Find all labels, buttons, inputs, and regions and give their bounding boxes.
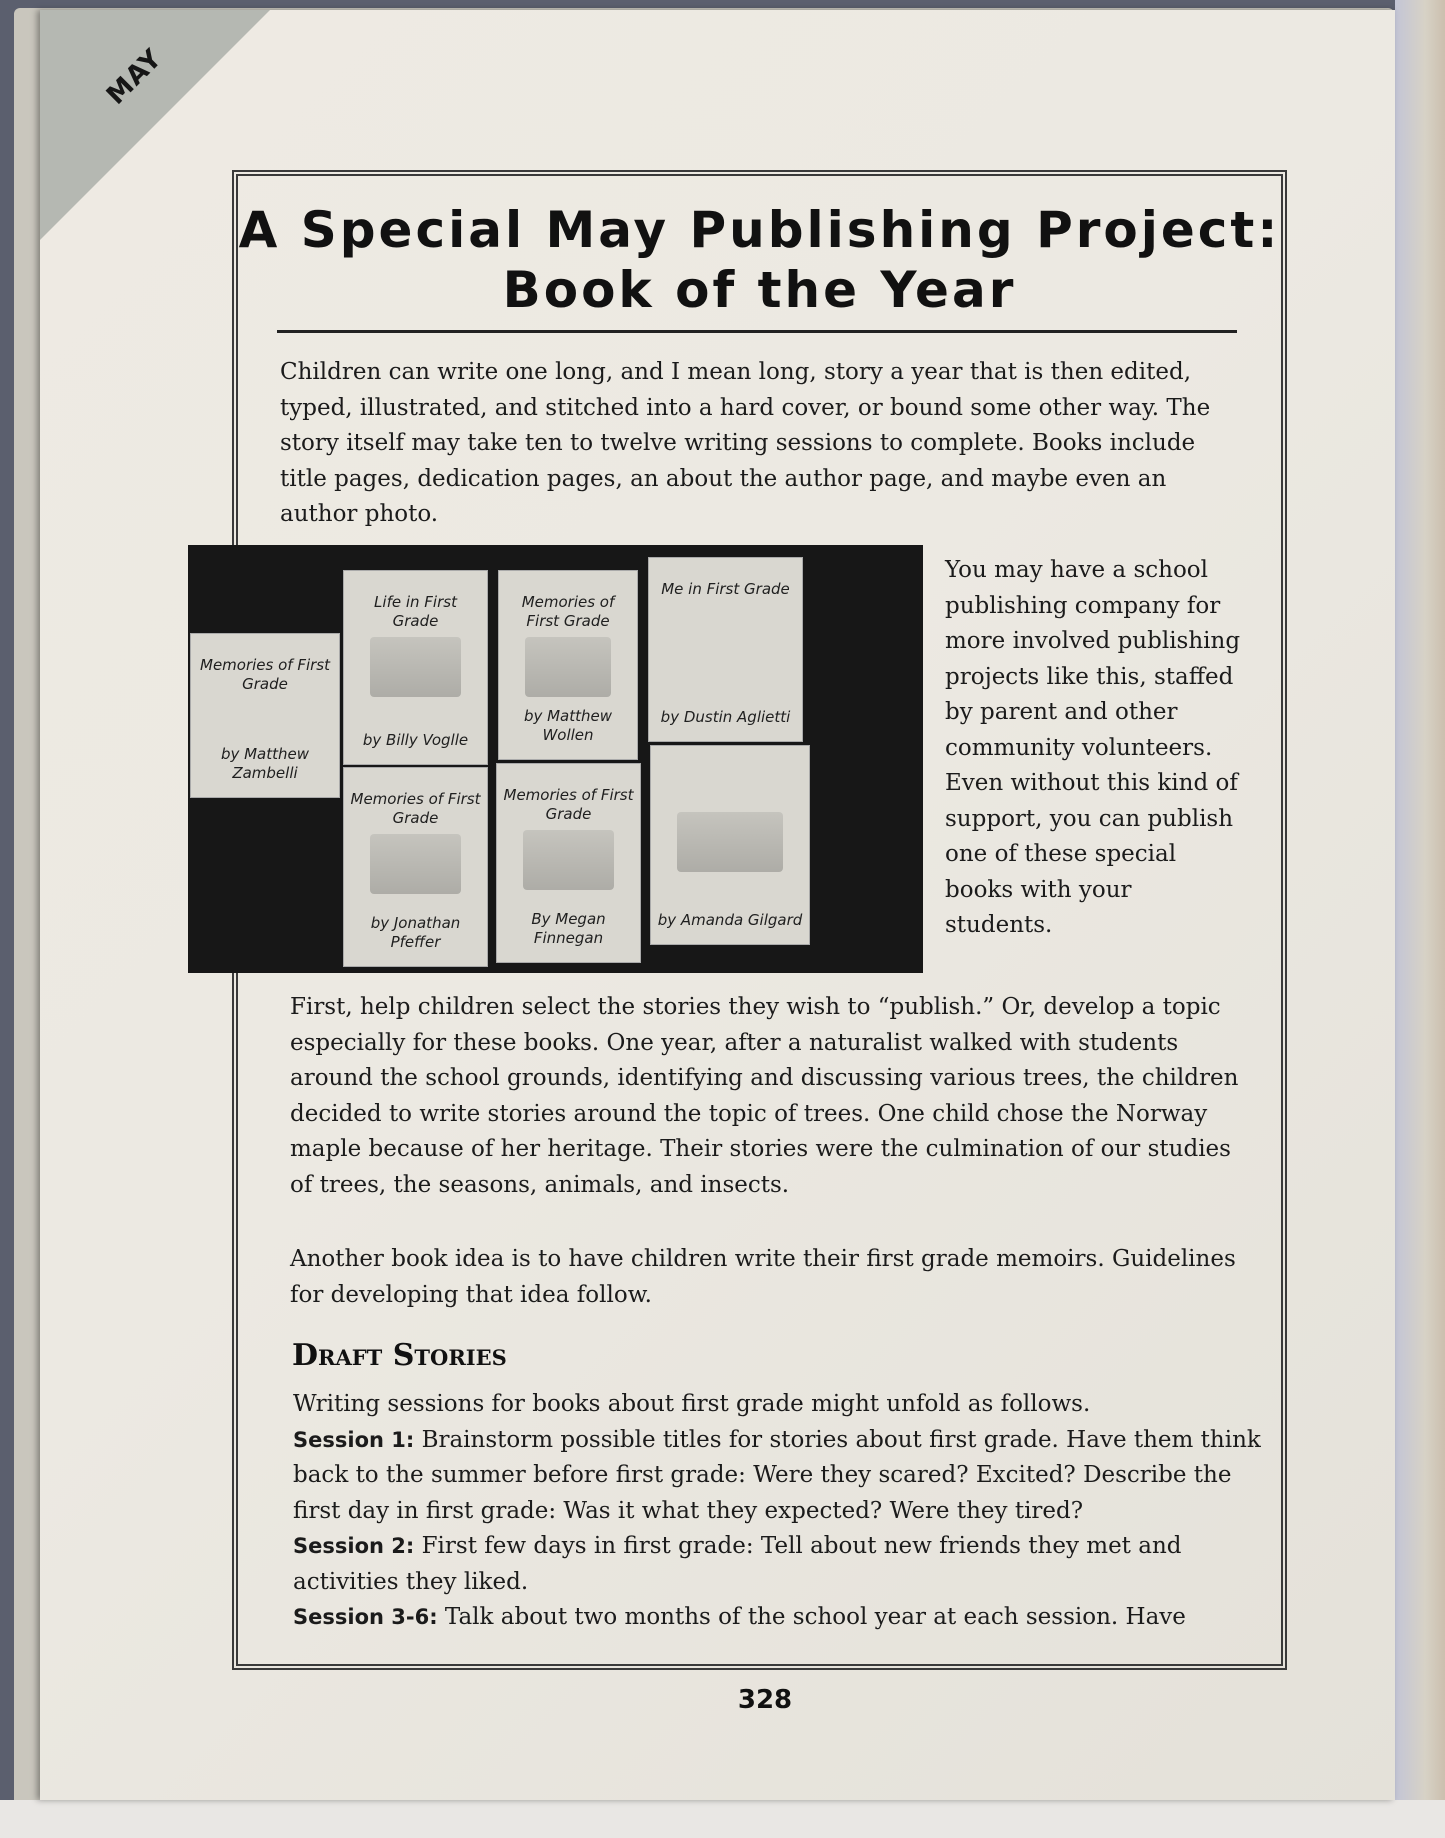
drawing-sketch [525, 637, 611, 697]
intro-paragraph: Children can write one long, and I mean long, story a year that is then edited, typed, illustrated, and stitched into a hard cover, or bound some other way. The story itself may take ten to twelve writing sessions to complete. Books include title pages, dedication pages, an about the author page, and maybe even an author photo. [280, 359, 1211, 527]
session-item-1 [293, 1423, 1263, 1530]
title-line-2: Book of the Year [502, 261, 1017, 319]
body-paragraph-2: Another book idea is to have children write their first grade memoirs. Guidelines for developing that idea follow. [290, 1246, 1236, 1308]
body-paragraph-1: First, help children select the stories they wish to “publish.” Or, develop a topic especially for these books. One year, after a naturalist walked with students around the school grounds, identifying and discussing various trees, the children decided to write stories around the topic of trees. One child chose the Norway maple because of her heritage. Their stories were the culmination of our studies of trees, the seasons, animals, and insects. [290, 994, 1239, 1198]
book-cover-title: Memories of First Grade [200, 656, 330, 693]
section-heading: Draft Stories [292, 1338, 507, 1373]
session-label: Session 1: [293, 1427, 415, 1452]
drawing-sketch [370, 637, 461, 697]
book-cover-author: by Billy Voglle [362, 731, 469, 749]
drawing-sketch [370, 834, 461, 894]
session-text: Talk about two months of the school year at each session. Have [437, 1604, 1186, 1630]
background-cloth [0, 1800, 1445, 1838]
book-cover-author: by Amanda Gilgard [657, 911, 803, 929]
book-cover-title: Me in First Grade [661, 580, 790, 598]
book-cover-title: Memories of First Grade [521, 593, 615, 630]
session-label: Session 3-6: [293, 1605, 438, 1629]
session-list [293, 1387, 1263, 1636]
drawing-sketch [677, 812, 783, 872]
book-cover-author: by Dustin Aglietti [660, 708, 791, 726]
session-lead: Writing sessions for books about first grade might unfold as follows. [293, 1391, 1091, 1417]
book-cover-1 [190, 633, 340, 798]
session-item-3 [293, 1600, 1263, 1636]
page-number: 328 [737, 1685, 793, 1715]
drawing-sketch [523, 830, 614, 890]
book-cover-3 [498, 570, 638, 760]
book-cover-title: Memories of First Grade [350, 790, 481, 827]
book-cover-6 [496, 763, 641, 963]
book-cover-7 [650, 745, 810, 945]
month-label: MAY [100, 43, 169, 111]
book-cover-author: by Matthew Wollen [523, 707, 613, 744]
title-line-1: A Special May Publishing Project: [238, 201, 1281, 259]
facing-page-edge [1395, 0, 1445, 1838]
student-books-photo [188, 545, 923, 973]
session-item-2 [293, 1529, 1263, 1600]
book-cover-4 [648, 557, 803, 742]
sidebar-paragraph: You may have a school publishing company for more involved publishing projects like this, staffed by parent and other community volunteers. Even without this kind of support, you can publish one of these special books with your students. [945, 557, 1241, 938]
title-underline [277, 330, 1237, 333]
session-text: Brainstorm possible titles for stories about first grade. Have them think back to the summer before first grade: Were they scared? Excited? Describe the first day in first grade: Was it what they expected? Were they tired? [293, 1426, 1261, 1524]
book-cover-title: Life in First Grade [374, 593, 457, 630]
session-text: First few days in first grade: Tell about new friends they met and activities they liked. [293, 1533, 1182, 1595]
page-title [232, 200, 1287, 320]
book-cover-author: by Jonathan Pfeffer [370, 914, 461, 951]
book-cover-2 [343, 570, 488, 765]
book-cover-author: by Matthew Zambelli [220, 745, 310, 782]
book-cover-5 [343, 767, 488, 967]
session-label: Session 2: [293, 1534, 415, 1558]
book-cover-title: Memories of First Grade [503, 786, 634, 823]
book-cover-author: By Megan Finnegan [531, 910, 606, 947]
